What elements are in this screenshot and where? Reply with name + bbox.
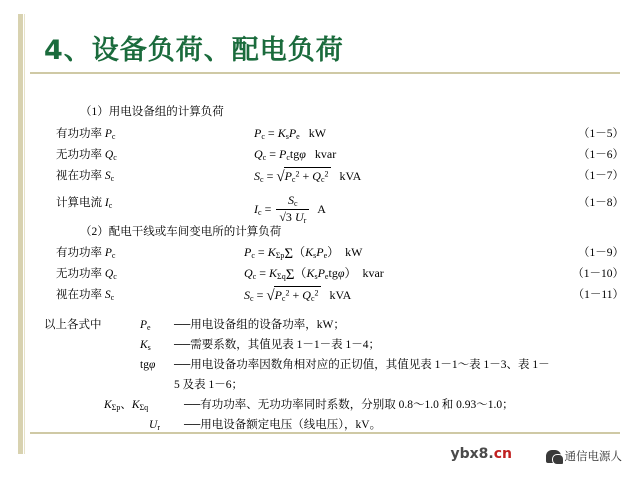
note-symbol: $U_r$ <box>149 419 160 433</box>
formula-expression: $S_c = √P_c^2 + Q_c^2$ kVA <box>244 288 352 305</box>
wechat-badge <box>546 448 623 464</box>
formula-label: 视在功率 $S_c$ <box>56 289 115 303</box>
formula-label: 无功功率 $Q_c$ <box>56 268 117 282</box>
note-symbol: $K_s$ <box>140 339 151 353</box>
note-symbol: $P_e$ <box>140 319 151 333</box>
left-accent-bar <box>18 14 23 454</box>
wechat-account-name: 通信电源人 <box>564 449 622 463</box>
note-text: ──用电设备功率因数角相对应的正切值，其值见表 1－1～表 1－3、表 1－ <box>174 359 550 372</box>
note-text: ──用电设备组的设备功率，kW； <box>174 319 345 332</box>
notes-lead-label: 以上各式中 <box>44 319 102 332</box>
formula-expression: $P_c = K_sP_e$ kW <box>254 125 327 141</box>
formula-label: 有功功率 $P_c$ <box>56 247 116 261</box>
note-row <box>44 318 624 336</box>
formula-number: （1－9） <box>578 247 624 260</box>
note-symbol: $K_{\Sigma p}$、$K_{\Sigma q}$ <box>104 399 149 413</box>
formula-number: （1－6） <box>578 148 624 161</box>
section-2-heading: （2）配电干线或车间变电所的计算负荷 <box>80 225 282 238</box>
formula-number: （1－5） <box>578 127 624 140</box>
note-row <box>44 338 624 356</box>
formula-row <box>44 167 624 194</box>
watermark <box>450 446 512 462</box>
page-title: 4、设备负荷、配电负荷 <box>44 35 344 66</box>
formula-expression: $I_c$ = $\frac{S_c}{√3 U_r}$ A <box>254 192 326 226</box>
watermark-main: ybx8. <box>450 446 494 462</box>
note-text-continued: 5 及表 1－6； <box>174 379 243 392</box>
formula-number: （1－10） <box>572 268 624 281</box>
title-divider <box>30 72 620 74</box>
formula-label: 无功功率 $Q_c$ <box>56 148 117 162</box>
formula-number: （1－7） <box>578 169 624 182</box>
formula-row <box>44 146 624 167</box>
note-symbol: tgφ <box>140 359 156 372</box>
formula-row <box>44 265 624 286</box>
note-row <box>44 358 624 376</box>
footer-divider <box>30 432 620 434</box>
section-1-heading: （1）用电设备组的计算负荷 <box>80 106 224 118</box>
note-row <box>44 378 624 396</box>
formula-row <box>44 244 624 265</box>
formula-number: （1－11） <box>572 289 624 302</box>
left-accent-bar-thin <box>24 14 25 454</box>
formula-label: 视在功率 $S_c$ <box>56 169 115 183</box>
notes-block <box>44 318 624 436</box>
formula-row <box>44 125 624 146</box>
note-text: ──用电设备额定电压（线电压），kV。 <box>184 419 382 432</box>
formula-number: （1－8） <box>578 196 624 209</box>
note-row <box>44 398 624 416</box>
note-text: ──需要系数，其值见表 1－1－表 1－4； <box>174 339 381 352</box>
formula-label: 有功功率 $P_c$ <box>56 127 116 141</box>
formula-expression: $P_c = K_{\Sigma p}\Sigma(K_sP_e)$ kW <box>244 245 363 263</box>
formula-expression: $Q_c = P_ctg\varphi$ kvar <box>254 146 337 162</box>
watermark-accent: cn <box>493 446 512 462</box>
formula-expression: $Q_c = K_{\Sigma q}\Sigma(K_sP_etg\varphi)$ kvar <box>244 266 384 284</box>
note-text: ──有功功率、无功功率同时系数，分别取 0.8～1.0 和 0.93～1.0； <box>184 399 514 412</box>
formula-row <box>44 286 624 313</box>
content-body <box>44 105 624 438</box>
formula-label: 计算电流 $I_c$ <box>56 196 113 210</box>
formula-row <box>44 192 624 226</box>
formula-expression: $S_c = √P_c^2 + Q_c^2$ kVA <box>254 168 362 185</box>
wechat-icon <box>546 450 561 463</box>
